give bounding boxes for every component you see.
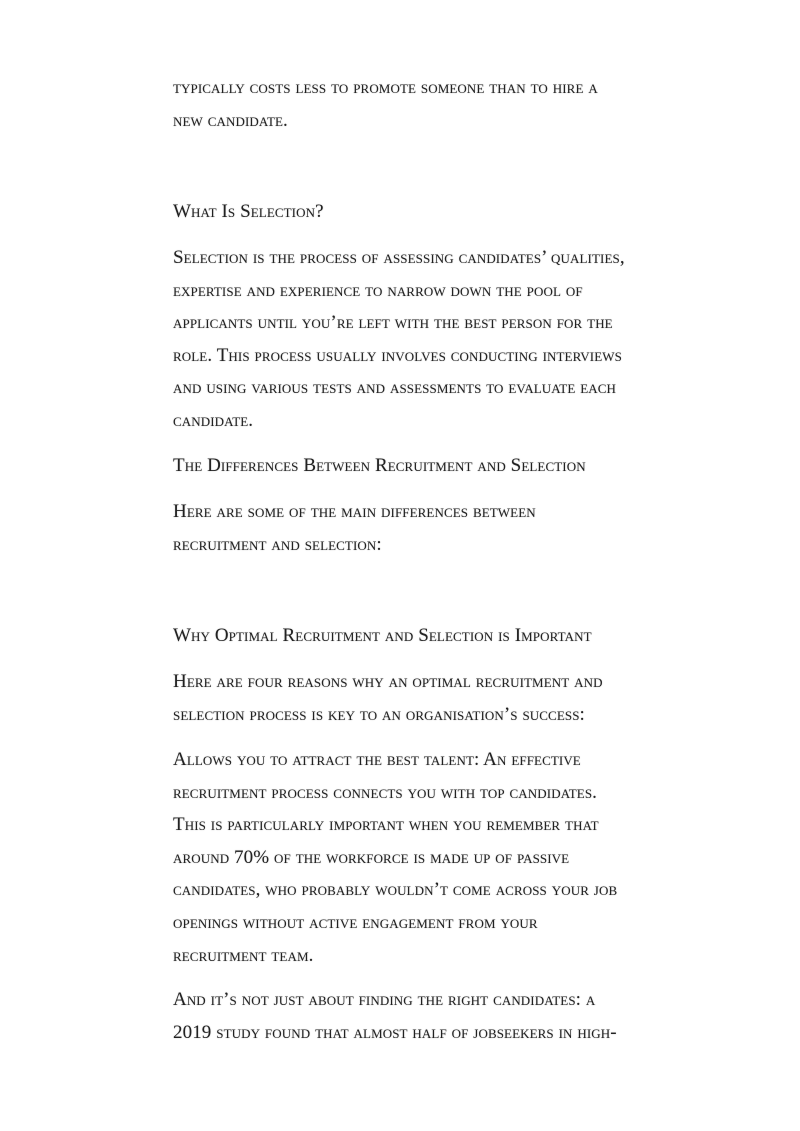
heading-text: The Differences Between Recruitment and Selection — [173, 455, 586, 476]
text-line: Selection is the process of assessing candidates’ qualities, — [173, 247, 625, 268]
text-line: Allows you to attract the best talent: An effective — [173, 749, 581, 770]
differences-paragraph — [173, 496, 536, 561]
why-paragraph — [173, 666, 603, 731]
selection-paragraph — [173, 242, 625, 438]
text-line: And it’s not just about finding the right candidates: a — [173, 989, 596, 1010]
intro-continued-paragraph — [173, 72, 598, 137]
text-line: 2019 study found that almost half of jobseekers in high- — [173, 1021, 617, 1043]
text-line: around 70% of the workforce is made up of passive — [173, 846, 570, 868]
talent-paragraph — [173, 744, 617, 972]
text-line: Here are some of the main differences between — [173, 501, 536, 522]
text-line: recruitment process connects you with top candidates. — [173, 781, 597, 803]
text-line: new candidate. — [173, 109, 288, 131]
text-line: typically costs less to promote someone than to hire a — [173, 77, 598, 98]
text-line: applicants until you’re left with the best person for the — [173, 312, 613, 334]
text-line: recruitment team. — [173, 944, 314, 966]
text-line: and using various tests and assessments to evaluate each — [173, 377, 617, 399]
finding-paragraph — [173, 984, 617, 1049]
text-line: candidate. — [173, 409, 254, 431]
text-line: openings without active engagement from your — [173, 911, 538, 933]
heading-why-important — [173, 620, 592, 653]
text-line: Here are four reasons why an optimal recruitment and — [173, 671, 603, 692]
heading-what-is-selection — [173, 196, 324, 229]
heading-text: Why Optimal Recruitment and Selection is Important — [173, 625, 592, 646]
heading-differences — [173, 450, 586, 483]
text-line: candidates, who probably wouldn’t come across your job — [173, 879, 618, 901]
text-line: recruitment and selection: — [173, 533, 382, 555]
text-line: selection process is key to an organisation’s success: — [173, 703, 585, 725]
heading-text: What Is Selection? — [173, 201, 324, 222]
text-line: expertise and experience to narrow down the pool of — [173, 279, 583, 301]
text-line: This is particularly important when you remember that — [173, 814, 599, 836]
text-line: role. This process usually involves conducting interviews — [173, 344, 622, 366]
